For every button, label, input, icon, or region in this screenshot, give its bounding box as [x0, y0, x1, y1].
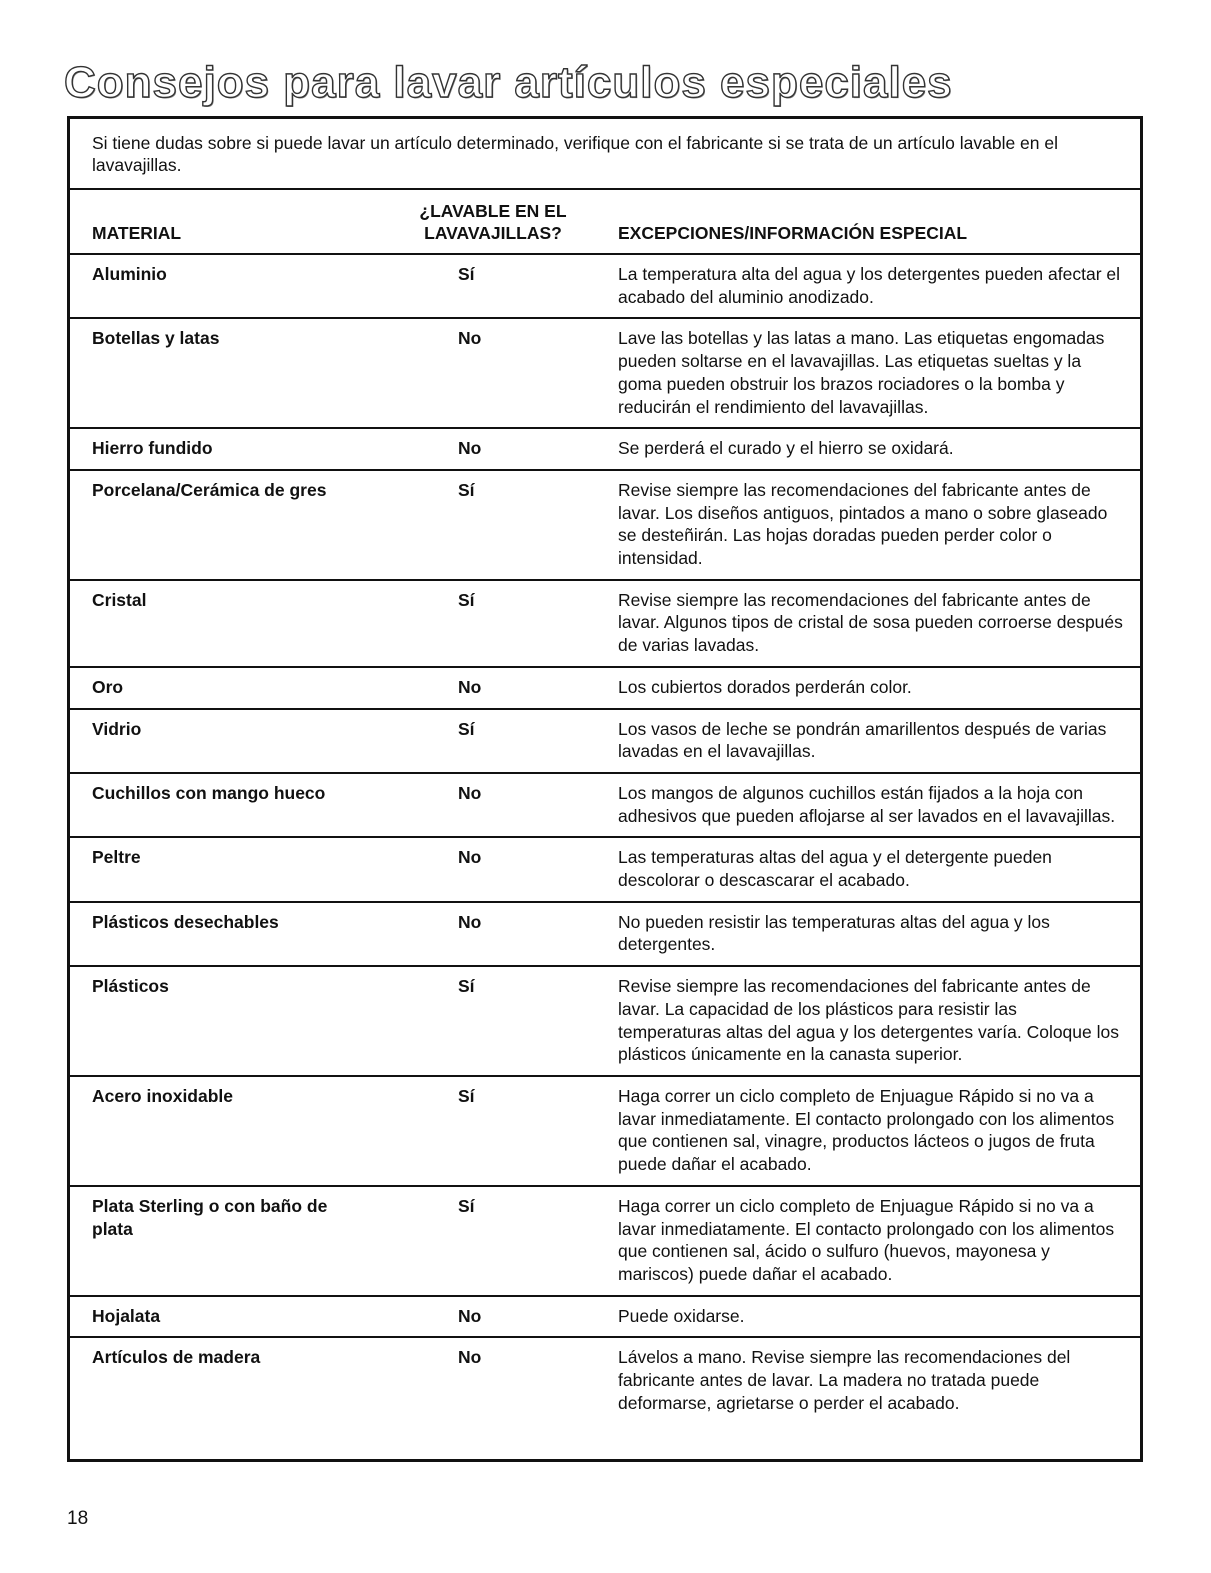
washable-cell: No	[458, 847, 482, 868]
material-cell: Aluminio	[92, 264, 167, 284]
washable-cell: Sí	[458, 264, 475, 284]
intro-text: Si tiene dudas sobre si puede lavar un artículo determinado, verifique con el fabricante si se trata de un artículo lavable en el lavavajillas.	[70, 119, 1140, 190]
exceptions-cell: Se perderá el curado y el hierro se oxidará.	[618, 438, 954, 459]
table-row	[70, 902, 1140, 966]
material-cell: Oro	[92, 676, 124, 697]
material-cell: Plásticos desechables	[92, 911, 279, 932]
material-cell: Botellas y latas	[92, 328, 220, 349]
material-cell: Plásticos	[92, 976, 169, 997]
table-row	[70, 1337, 1140, 1423]
table-row	[70, 580, 1140, 667]
material-cell: Porcelana/Cerámica de gres	[92, 479, 327, 500]
table-row	[70, 1296, 1140, 1338]
material-cell: Artículos de madera	[92, 1347, 261, 1368]
table-row	[70, 773, 1140, 837]
exceptions-cell: Los cubiertos dorados perderán color.	[618, 676, 912, 697]
washable-cell: No	[458, 438, 482, 459]
table-row	[70, 470, 1140, 580]
material-cell: Peltre	[92, 847, 141, 868]
washable-cell: No	[458, 676, 482, 697]
material-cell: Plata Sterling o con baño de plata	[92, 1195, 328, 1239]
table-row	[70, 428, 1140, 470]
material-cell: Vidrio	[92, 718, 142, 739]
table-row	[70, 966, 1140, 1076]
header-washable	[368, 190, 618, 254]
exceptions-cell: Haga correr un ciclo completo de Enjuague Rápido si no va a lavar inmediatamente. El contacto prolongado con los alimentos que contienen sal, ácido o sulfuro (huevos, mayonesa y mariscos) puede dañar el acabado.	[618, 1195, 1115, 1284]
washable-cell: Sí	[458, 976, 475, 997]
page-title: Consejos para lavar artículos especiales	[64, 58, 953, 107]
material-cell: Acero inoxidable	[92, 1085, 234, 1106]
header-washable-label: ¿LAVABLE EN EL LAVAVAJILLAS?	[419, 201, 567, 243]
table-row	[70, 837, 1140, 901]
header-material: MATERIAL	[70, 190, 368, 254]
table-row	[70, 667, 1140, 709]
exceptions-cell: No pueden resistir las temperaturas altas del agua y los detergentes.	[618, 911, 1050, 955]
exceptions-cell: Revise siempre las recomendaciones del fabricante antes de lavar. Los diseños antiguos, pintados a mano o sobre glaseado se desteñirán. Las hojas doradas pueden perder color o intensidad.	[618, 479, 1108, 569]
washable-cell: No	[458, 911, 482, 932]
washable-cell: Sí	[458, 1195, 475, 1216]
exceptions-cell: La temperatura alta del agua y los detergentes pueden afectar el acabado del aluminio anodizado.	[618, 264, 1121, 307]
table-row	[70, 1186, 1140, 1296]
table-row	[70, 254, 1140, 318]
washable-cell: Sí	[458, 1085, 475, 1106]
special-items-table-box	[67, 116, 1143, 1462]
washable-cell: No	[458, 1347, 482, 1368]
material-cell: Cristal	[92, 589, 147, 610]
table-body	[70, 254, 1140, 1423]
table-row	[70, 318, 1140, 428]
header-exceptions: EXCEPCIONES/INFORMACIÓN ESPECIAL	[618, 190, 1140, 254]
exceptions-cell: Haga correr un ciclo completo de Enjuague Rápido si no va a lavar inmediatamente. El contacto prolongado con los alimentos que contienen sal, vinagre, productos lácteos o jugos de fruta puede dañar el acabado.	[618, 1085, 1115, 1175]
exceptions-cell: Los mangos de algunos cuchillos están fijados a la hoja con adhesivos que pueden aflojarse al ser lavados en el lavavajillas.	[618, 782, 1116, 826]
special-items-table	[70, 190, 1140, 1423]
washable-cell: No	[458, 328, 482, 349]
washable-cell: Sí	[458, 589, 475, 610]
washable-cell: No	[458, 782, 482, 803]
table-row	[70, 1076, 1140, 1186]
exceptions-cell: Revise siempre las recomendaciones del fabricante antes de lavar. Algunos tipos de cristal de sosa pueden corroerse después de varias lavadas.	[618, 589, 1123, 656]
page-number: 18	[67, 1508, 89, 1529]
material-cell: Cuchillos con mango hueco	[92, 782, 326, 803]
exceptions-cell: Revise siempre las recomendaciones del fabricante antes de lavar. La capacidad de los plásticos para resistir las temperaturas altas del agua y los detergentes varía. Coloque los plásticos únicamente en la canasta superior.	[618, 976, 1119, 1065]
exceptions-cell: Lávelos a mano. Revise siempre las recomendaciones del fabricante antes de lavar. La madera no tratada puede deformarse, agrietarse o perder el acabado.	[618, 1347, 1071, 1413]
table-row	[70, 709, 1140, 773]
material-cell: Hojalata	[92, 1305, 161, 1326]
exceptions-cell: Lave las botellas y las latas a mano. Las etiquetas engomadas pueden soltarse en el lavavajillas. Las etiquetas sueltas y la goma pueden obstruir los brazos rociadores o la bomba y reducirán el rendimiento del lavavajillas.	[618, 328, 1105, 417]
exceptions-cell: Los vasos de leche se pondrán amarillentos después de varias lavadas en el lavavajillas.	[618, 718, 1107, 762]
washable-cell: Sí	[458, 718, 475, 739]
washable-cell: No	[458, 1305, 482, 1326]
washable-cell: Sí	[458, 479, 475, 500]
exceptions-cell: Las temperaturas altas del agua y el detergente pueden descolorar o descascarar el acabado.	[618, 847, 1052, 891]
table-header-row	[70, 190, 1140, 254]
exceptions-cell: Puede oxidarse.	[618, 1305, 745, 1326]
material-cell: Hierro fundido	[92, 438, 213, 459]
